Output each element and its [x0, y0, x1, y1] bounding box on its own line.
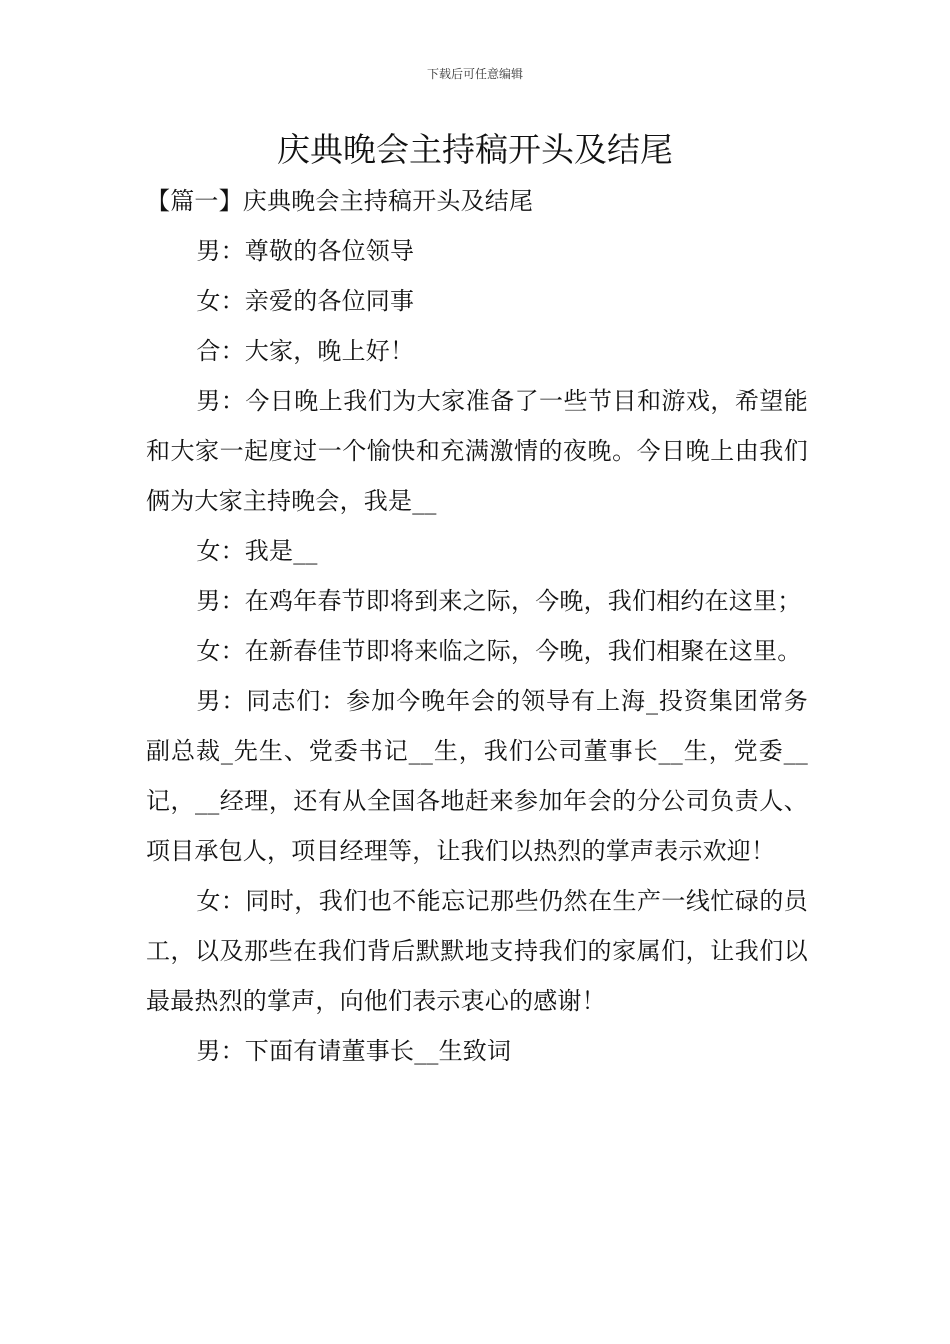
header-note: 下载后可任意编辑	[426, 67, 523, 81]
paragraph: 女：亲爱的各位同事	[196, 287, 415, 315]
paragraph: 女：在新春佳节即将来临之际，今晚，我们相聚在这里。	[196, 637, 802, 665]
paragraph: 男：下面有请董事长__生致词	[196, 1037, 512, 1065]
paragraph: 女：同时，我们也不能忘记那些仍然在生产一线忙碌的员工，以及那些在我们背后默默地支持我们的家属们，让我们以最最热烈的掌声，向他们表示衷心的感谢！	[146, 887, 808, 1015]
document-body	[146, 176, 808, 1076]
paragraph: 男：同志们：参加今晚年会的领导有上海_投资集团常务副总裁_先生、党委书记__生，我们公司董事长__生，党委__记，__经理，还有从全国各地赶来参加年会的分公司负责人、项目承包人，项目经理等，让我们以热烈的掌声表示欢迎！	[146, 687, 808, 865]
document-title: 庆典晚会主持稿开头及结尾	[277, 130, 673, 169]
paragraph: 男：在鸡年春节即将到来之际，今晚，我们相约在这里；	[196, 587, 802, 615]
paragraph: 男：今日晚上我们为大家准备了一些节目和游戏，希望能和大家一起度过一个愉快和充满激情的夜晚。今日晚上由我们俩为大家主持晚会，我是__	[146, 387, 808, 515]
section-heading: 【篇一】庆典晚会主持稿开头及结尾	[146, 187, 534, 215]
paragraph: 男：尊敬的各位领导	[196, 237, 415, 265]
paragraph: 合：大家，晚上好！	[196, 337, 415, 365]
paragraph: 女：我是__	[196, 537, 318, 565]
